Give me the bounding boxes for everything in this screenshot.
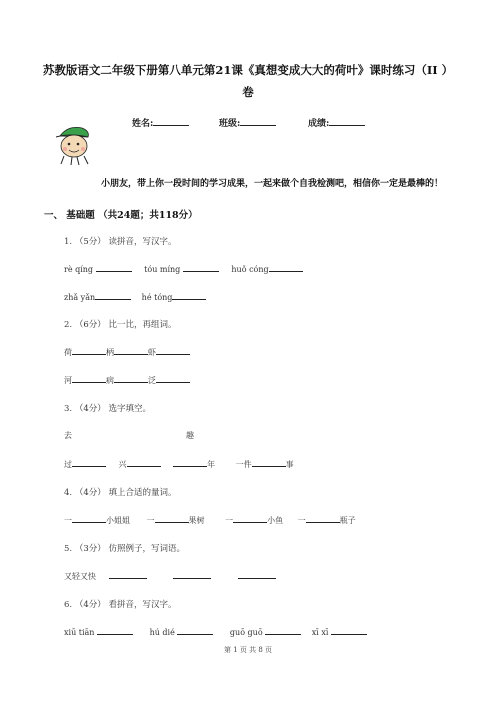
boy-with-green-cap-icon	[52, 124, 98, 166]
q3-char-1: 去	[64, 431, 72, 440]
section-heading: 一、 基础题 （共24题；共118分）	[44, 210, 198, 221]
page-title: 苏教版语文二年级下册第八单元第21课《真想变成大大的荷叶》课时练习（II ）	[42, 63, 454, 77]
q3-row: 过 兴 年 一件 事	[64, 460, 294, 469]
q2-row-2: 河 病 泛	[64, 374, 190, 386]
q3-char-2: 趣	[186, 431, 194, 440]
score-field	[308, 116, 365, 129]
q1-row-1: rè qíng tóu míng huǒ cóng	[64, 263, 303, 274]
q4-row: 一 小姐姐 一 果树 一 小鱼 一 瓶子	[64, 516, 356, 525]
q5-row: 又轻又快	[64, 570, 276, 582]
q2-row-1: 荷 柄 虾	[64, 346, 190, 358]
question-4: 4. （4分） 填上合适的量词。	[64, 488, 177, 498]
class-field	[219, 116, 276, 129]
name-label: 姓名:	[132, 119, 154, 129]
question-2: 2. （6分） 比一比，再组词。	[64, 320, 177, 330]
name-field	[132, 116, 189, 129]
question-3: 3. （4分） 选字填空。	[64, 404, 151, 414]
question-5: 5. （3分） 仿照例子，写词语。	[64, 544, 185, 554]
q6-row: xiū tiān hú dié guō guō xī xī	[64, 626, 367, 637]
q1-row-2: zhǎ yǎn hé tóng	[64, 291, 206, 302]
question-6: 6. （4分） 看拼音，写汉字。	[64, 600, 177, 610]
page-footer: 第 1 页 共 8 页	[223, 646, 273, 654]
intro-text: 小朋友，带上你一段时间的学习成果，一起来做个自我检测吧，相信你一定是最棒的！	[101, 179, 444, 189]
score-label: 成绩:	[308, 119, 330, 129]
question-1: 1. （5分） 读拼音，写汉字。	[64, 237, 177, 247]
page-title-cont: 卷	[242, 85, 254, 99]
class-label: 班级:	[219, 119, 241, 129]
